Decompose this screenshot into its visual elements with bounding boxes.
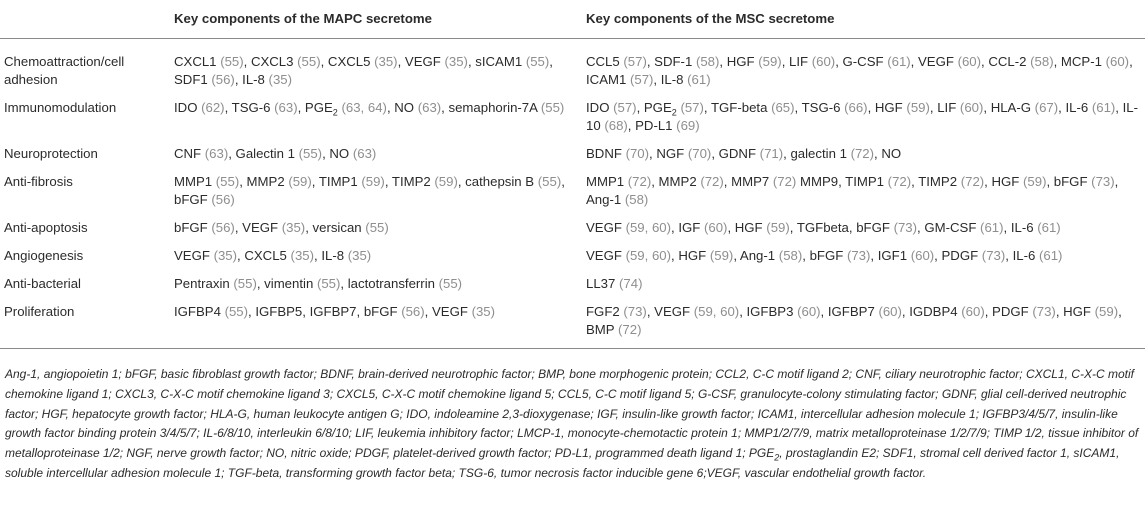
text-segment: LL37 — [586, 276, 620, 291]
table-row — [0, 94, 1145, 140]
reference-link[interactable]: (61) — [887, 54, 911, 69]
reference-link[interactable]: (67) — [1034, 100, 1059, 115]
msc-cell — [586, 270, 1145, 298]
text-segment: , LIF — [929, 100, 960, 115]
reference-link[interactable]: (55) — [365, 220, 389, 235]
reference-link[interactable]: (58) — [778, 248, 803, 263]
reference-link[interactable]: (70) — [687, 146, 712, 161]
category-cell: Chemoattraction/cell adhesion — [4, 54, 125, 87]
text-segment: , TSG-6 — [794, 100, 845, 115]
reference-link[interactable]: (73) — [893, 220, 918, 235]
subscript: 2 — [671, 107, 677, 118]
reference-link[interactable]: (55) — [438, 276, 463, 291]
reference-link[interactable]: (66) — [844, 100, 868, 115]
reference-link[interactable]: (73) — [623, 304, 647, 319]
reference-link[interactable]: (35) — [213, 248, 238, 263]
reference-link[interactable]: (57) — [613, 100, 637, 115]
reference-link[interactable]: (72) — [850, 146, 875, 161]
text-segment: CXCL1 — [174, 54, 221, 69]
reference-link[interactable]: (35) — [281, 220, 306, 235]
category-cell: Immunomodulation — [4, 100, 117, 115]
reference-link[interactable]: (60) — [811, 54, 836, 69]
text-segment: Pentraxin — [174, 276, 234, 291]
reference-link[interactable]: (61) — [1091, 100, 1116, 115]
reference-link[interactable]: (74) — [619, 276, 643, 291]
reference-link[interactable]: (59) — [434, 174, 458, 189]
header-mapc: Key components of the MAPC secretome — [174, 0, 586, 39]
text-segment: , VEGF — [234, 220, 282, 235]
reference-link[interactable]: (59) — [288, 174, 312, 189]
reference-link[interactable]: (63) — [352, 146, 377, 161]
text-segment: , TIMP1 — [311, 174, 362, 189]
text-segment: , CXCL3 — [243, 54, 298, 69]
text-segment: , GM-CSF — [917, 220, 981, 235]
reference-link[interactable]: (55) — [220, 54, 244, 69]
reference-link[interactable]: (72) — [700, 174, 724, 189]
reference-link[interactable]: (55) — [215, 174, 240, 189]
reference-link[interactable]: (63) — [417, 100, 442, 115]
text-segment: , bFGF — [174, 174, 565, 207]
text-segment: , PD-L1 — [627, 118, 677, 133]
text-segment: MMP1 — [174, 174, 216, 189]
text-segment: , IGDBP4 — [901, 304, 962, 319]
reference-link[interactable]: (60) — [959, 100, 984, 115]
text-segment: IDO — [586, 100, 614, 115]
text-segment: CCL5 — [586, 54, 624, 69]
reference-link[interactable]: (55) — [525, 54, 550, 69]
reference-link[interactable]: (59) — [1094, 304, 1119, 319]
reference-link[interactable]: (55) — [298, 146, 323, 161]
text-segment: , ICAM1 — [586, 54, 1133, 87]
table-row — [0, 140, 1145, 168]
text-segment: , HGF — [719, 54, 759, 69]
text-segment: BDNF — [586, 146, 626, 161]
reference-link[interactable]: (55) — [233, 276, 257, 291]
mapc-cell — [174, 242, 586, 270]
reference-link[interactable]: (55) — [297, 54, 321, 69]
mapc-cell — [174, 270, 586, 298]
text-segment: , CXCL5 — [320, 54, 375, 69]
text-segment: , IGF1 — [870, 248, 911, 263]
text-segment: , CXCL5 — [237, 248, 291, 263]
reference-link[interactable]: (60) — [704, 220, 728, 235]
reference-link[interactable]: (61) — [1038, 248, 1063, 263]
text-segment: , HGF — [1055, 304, 1095, 319]
text-segment: , versican — [305, 220, 366, 235]
mapc-cell — [174, 94, 586, 140]
reference-link[interactable]: (69) — [676, 118, 700, 133]
reference-link[interactable]: (62) — [201, 100, 225, 115]
reference-link[interactable]: (65) — [771, 100, 795, 115]
table-row — [0, 270, 1145, 298]
category-cell: Proliferation — [0, 298, 174, 349]
table-row — [0, 168, 1145, 214]
mapc-cell — [174, 39, 586, 95]
text-segment: , PGE — [636, 100, 672, 115]
text-segment: , HGF — [727, 220, 767, 235]
text-segment: , IL-8 — [314, 248, 348, 263]
reference-link[interactable]: (55) — [316, 276, 341, 291]
text-segment: , IL-8 — [234, 72, 269, 87]
text-segment: , NGF — [649, 146, 688, 161]
subscript: 2 — [774, 452, 780, 463]
text-segment: , NO — [874, 146, 902, 161]
text-segment: IDO — [174, 100, 202, 115]
table-row — [0, 298, 1145, 349]
text-segment: , TGFbeta, bFGF — [789, 220, 894, 235]
reference-link[interactable]: (60) — [910, 248, 935, 263]
reference-link[interactable]: (59) — [758, 54, 782, 69]
text-segment: , SDF-1 — [646, 54, 696, 69]
reference-link[interactable]: (57) — [623, 54, 647, 69]
text-segment: , IL-10 — [586, 100, 1139, 133]
text-segment: , VEGF — [646, 304, 694, 319]
msc-cell — [586, 94, 1145, 140]
reference-link[interactable]: (55) — [224, 304, 249, 319]
text-segment: , TIMP2 — [384, 174, 435, 189]
reference-link[interactable]: (57) — [680, 100, 704, 115]
reference-link[interactable]: (59, 60) — [625, 220, 672, 235]
text-segment: VEGF — [586, 248, 626, 263]
text-segment: , HGF — [867, 100, 907, 115]
category-cell: Anti-bacterial — [4, 276, 81, 291]
reference-link[interactable]: (71) — [759, 146, 784, 161]
text-segment: , Galectin 1 — [228, 146, 299, 161]
msc-cell — [586, 39, 1145, 95]
header-category — [0, 0, 174, 39]
reference-link[interactable]: (55) — [540, 100, 565, 115]
table-row — [0, 242, 1145, 270]
reference-link[interactable]: (61) — [1037, 220, 1061, 235]
text-segment: , NO — [386, 100, 418, 115]
msc-cell — [586, 140, 1145, 168]
reference-link[interactable]: (72) — [887, 174, 912, 189]
text-segment: VEGF — [174, 248, 214, 263]
reference-link[interactable]: (56) — [211, 72, 235, 87]
reference-link[interactable]: (72) — [772, 174, 797, 189]
text-segment: , cathepsin B — [457, 174, 538, 189]
text-segment: , SDF1 — [174, 54, 553, 87]
reference-link[interactable]: (59) — [906, 100, 930, 115]
text-segment: , BMP — [586, 304, 1122, 337]
reference-link[interactable]: (59) — [709, 248, 734, 263]
reference-link[interactable]: (56) — [401, 304, 425, 319]
text-segment: , PDGF — [934, 248, 982, 263]
reference-link[interactable]: (73) — [846, 248, 871, 263]
text-segment: IGFBP4 — [174, 304, 225, 319]
reference-link[interactable]: (58) — [1030, 54, 1054, 69]
reference-link[interactable]: (59, 60) — [625, 248, 672, 263]
text-segment: , TIMP2 — [911, 174, 961, 189]
text-segment: , vimentin — [256, 276, 317, 291]
reference-link[interactable]: (56) — [211, 192, 235, 207]
category-cell: Neuroprotection — [4, 146, 98, 161]
text-segment: , NO — [322, 146, 353, 161]
reference-link[interactable]: (73) — [1032, 304, 1056, 319]
text-segment: , IL-6 — [1003, 220, 1038, 235]
reference-link[interactable]: (63, 64) — [341, 100, 387, 115]
text-segment: , LIF — [781, 54, 812, 69]
reference-link[interactable]: (59) — [1023, 174, 1047, 189]
text-segment: , PGE — [297, 100, 333, 115]
text-segment: , sICAM1 — [467, 54, 526, 69]
mapc-cell — [174, 168, 586, 214]
reference-link[interactable]: (68) — [604, 118, 628, 133]
header-msc: Key components of the MSC secretome — [586, 0, 1145, 39]
text-segment: Ang-1, angiopoietin 1; bFGF, basic fibroblast growth factor; BDNF, brain-derived neurotrophic factor; BMP, bone morphogenic protein; CCL2, C-C motif ligand 2; CNF, ciliary neurotrophic factor; CXCL1, C-X-C motif chemokine ligand 1; CXCL3, C-X-C motif chemokine ligand 3; CXCL5, C-X-C motif chemokine ligand 5; CCL5, C-C motif ligand 5; G-CSF, granulocyte-colony stimulating factor; GDNF, glial cell-derived neutrophic factor; HGF, hepatocyte growth factor; HLA-G, human leukocyte antigen G; IDO, indoleamine 2,3-dioxygenase; IGF, insulin-like growth factor; ICAM1, intercellular adhesion molecule 1; IGFBP3/4/5/7, insulin-like growth factor binding protein 3/4/5/7; IL-6/8/10, interleukin 6/8/10; LIF, leukemia inhibitory factor; LMCP-1, monocyte-chemotactic protein 1; MMP1/2/7/9, matrix metalloproteinase 1/2/7/9; TIMP 1/2, tissue inhibitor of metalloproteinase 1/2; NGF, nerve growth factor; NO, nitric oxide; PDGF, platelet-derived growth factor; PD-L1, programmed death ligand 1; PGE — [5, 367, 1139, 461]
reference-link[interactable]: (58) — [695, 54, 720, 69]
reference-link[interactable]: (73) — [1091, 174, 1115, 189]
reference-link[interactable]: (60) — [961, 304, 985, 319]
msc-cell — [586, 298, 1145, 349]
reference-link[interactable]: (63) — [274, 100, 298, 115]
reference-link[interactable]: (60) — [1105, 54, 1130, 69]
reference-link[interactable]: (35) — [290, 248, 314, 263]
text-segment: , TSG-6 — [224, 100, 275, 115]
reference-link[interactable]: (58) — [624, 192, 649, 207]
text-segment: , HLA-G — [983, 100, 1035, 115]
text-segment: , IL-6 — [1058, 100, 1092, 115]
reference-link[interactable]: (60) — [797, 304, 821, 319]
reference-link[interactable]: (35) — [471, 304, 496, 319]
mapc-cell — [174, 140, 586, 168]
reference-link[interactable]: (35) — [444, 54, 468, 69]
text-segment: , IL-8 — [653, 72, 688, 87]
text-segment: , HGF — [984, 174, 1024, 189]
reference-link[interactable]: (60) — [957, 54, 982, 69]
table-row — [0, 39, 1145, 95]
reference-link[interactable]: (70) — [625, 146, 650, 161]
text-segment: , VEGF — [424, 304, 472, 319]
reference-link[interactable]: (72) — [627, 174, 652, 189]
category-cell: Anti-fibrosis — [4, 174, 73, 189]
text-segment: , CCL-2 — [981, 54, 1031, 69]
reference-link[interactable]: (72) — [618, 322, 642, 337]
text-segment: , bFGF — [1046, 174, 1092, 189]
text-segment: , PDGF — [984, 304, 1033, 319]
text-segment: , GDNF — [711, 146, 760, 161]
reference-link[interactable]: (61) — [687, 72, 711, 87]
text-segment: , IGF — [671, 220, 704, 235]
msc-cell — [586, 168, 1145, 214]
reference-link[interactable]: (35) — [374, 54, 398, 69]
reference-link[interactable]: (63) — [204, 146, 229, 161]
table-footnote — [5, 365, 1143, 484]
reference-link[interactable]: (59) — [766, 220, 790, 235]
reference-link[interactable]: (57) — [629, 72, 654, 87]
reference-link[interactable]: (55) — [537, 174, 562, 189]
text-segment: , MCP-1 — [1053, 54, 1106, 69]
mapc-cell — [174, 298, 586, 349]
reference-link[interactable]: (59) — [361, 174, 385, 189]
table-row — [0, 214, 1145, 242]
reference-link[interactable]: (61) — [980, 220, 1004, 235]
msc-cell — [586, 242, 1145, 270]
text-segment: FGF2 — [586, 304, 624, 319]
reference-link[interactable]: (60) — [878, 304, 902, 319]
text-segment: , MMP7 — [723, 174, 773, 189]
mapc-cell — [174, 214, 586, 242]
text-segment: MMP9, TIMP1 — [796, 174, 888, 189]
text-segment: , prostaglandin E2; SDF1, stromal cell derived factor 1, sICAM1, soluble intercellular adhesion molecule 1; TGF-beta, transforming growth factor beta; TSG-6, tumor necrosis factor inducible gene 6;VEGF, vascular endothelial growth factor. — [5, 446, 1120, 480]
table-body — [0, 39, 1145, 349]
text-segment: , lactotransferrin — [340, 276, 439, 291]
category-cell: Anti-apoptosis — [4, 220, 88, 235]
text-segment: CNF — [174, 146, 205, 161]
text-segment: , galectin 1 — [783, 146, 851, 161]
text-segment: , VEGF — [910, 54, 958, 69]
reference-link[interactable]: (35) — [347, 248, 372, 263]
text-segment: , IL-6 — [1005, 248, 1039, 263]
text-segment: , Ang-1 — [733, 248, 779, 263]
text-segment: , TGF-beta — [703, 100, 772, 115]
text-segment: , MMP2 — [651, 174, 701, 189]
text-segment: , MMP2 — [239, 174, 289, 189]
subscript: 2 — [332, 107, 338, 118]
reference-link[interactable]: (72) — [960, 174, 985, 189]
header-row — [0, 0, 1145, 39]
text-segment: bFGF — [174, 220, 212, 235]
text-segment: VEGF — [586, 220, 626, 235]
text-segment: , IGFBP7 — [820, 304, 879, 319]
text-segment: , HGF — [671, 248, 710, 263]
category-cell: Angiogenesis — [4, 248, 84, 263]
reference-link[interactable]: (56) — [211, 220, 235, 235]
text-segment: , Ang-1 — [586, 174, 1119, 207]
text-segment: , IGFBP5, IGFBP7, bFGF — [248, 304, 402, 319]
reference-link[interactable]: (59, 60) — [693, 304, 740, 319]
reference-link[interactable]: (73) — [981, 248, 1006, 263]
msc-cell — [586, 214, 1145, 242]
text-segment: , IGFBP3 — [739, 304, 798, 319]
text-segment: , semaphorin-7A — [441, 100, 541, 115]
text-segment: MMP1 — [586, 174, 628, 189]
text-segment: , bFGF — [802, 248, 847, 263]
reference-link[interactable]: (35) — [268, 72, 292, 87]
text-segment: , VEGF — [397, 54, 445, 69]
text-segment: , G-CSF — [835, 54, 888, 69]
